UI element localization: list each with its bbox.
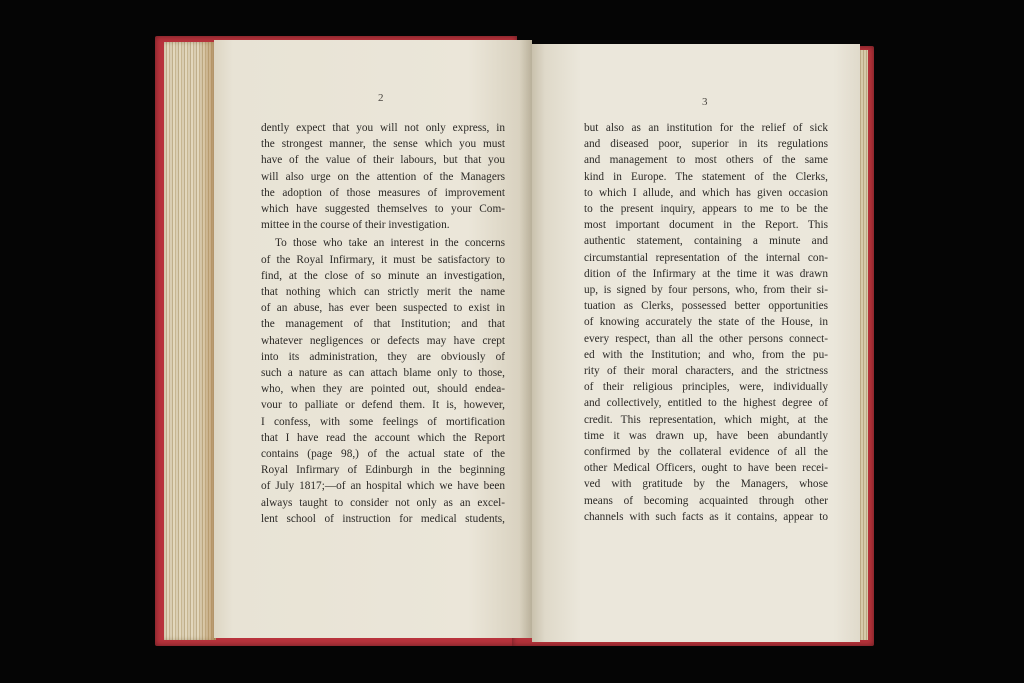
text-line: to the present inquiry, appears to me to be the [584,203,828,216]
left-page-text [261,120,505,527]
text-line: kind in Europe. The statement of the Clerks, [584,170,828,183]
text-line: and management to most others of the same [584,154,828,167]
text-line: means of becoming acquainted through other [584,494,828,507]
text-line: tuation as Clerks, possessed better opportunities [584,300,828,313]
left-page [214,40,532,638]
text-line: credit. This representation, which might, at the [584,413,828,426]
text-line: ved with gratitude by the Managers, whose [584,478,828,491]
text-line: of the Royal Infirmary, it must be satisfactory to [261,253,505,266]
text-line: I confess, with some feelings of mortification [261,415,505,428]
text-line: that nothing which can strictly merit the name [261,286,505,299]
right-page [532,44,860,642]
text-line: up, is signed by four persons, who, from their si- [584,284,828,297]
text-line: other Medical Officers, ought to have been recei- [584,462,828,475]
text-line: dition of the Infirmary at the time it was drawn [584,267,828,280]
text-line: confirmed by the collateral evidence of all the [584,446,828,459]
page-number-left: 2 [378,92,384,104]
text-line: always taught to consider not only as an excel- [261,496,505,509]
text-line: of knowing accurately the state of the House, in [584,316,828,329]
text-line: the management of that Institution; and that [261,318,505,331]
text-line: the adoption of those measures of improvement [261,186,505,199]
text-line: rity of their moral characters, and the strictness [584,365,828,378]
right-page-text [584,120,828,525]
text-line: dently expect that you will not only express, in [261,122,505,134]
text-line: of their religious principles, were, individually [584,381,828,394]
text-line: authentic statement, containing a minute and [584,235,828,248]
text-line: lent school of instruction for medical students, [261,512,505,525]
text-line: who, when they are pointed out, should endea- [261,383,505,396]
text-line: of July 1817;—of an hospital which we have been [261,480,505,493]
text-line: every respect, than all the other persons connect- [584,332,828,345]
text-line: the strongest manner, the sense which you must [261,138,505,151]
text-line: will also urge on the attention of the Managers [261,170,505,183]
text-line: and collectively, entitled to the highest degree of [584,397,828,410]
text-line: contains (page 98,) of the actual state of the [261,448,505,461]
text-line: Royal Infirmary of Edinburgh in the beginning [261,464,505,477]
text-line: which have suggested themselves to your Com- [261,203,505,216]
text-line: vour to palliate or defend them. It is, however, [261,399,505,412]
text-line: To those who take an interest in the concerns [275,237,505,250]
text-line: into its administration, they are obviously of [261,350,505,363]
text-line: mittee in the course of their investigation. [261,219,450,232]
page-edges-stack [164,42,216,640]
text-line: whatever negligences or defects may have crept [261,334,505,347]
text-line: have of the value of their labours, but that you [261,154,505,167]
text-line: and diseased poor, superior in its regulations [584,138,828,151]
text-line: find, at the close of so minute an investigation, [261,269,505,282]
text-line: channels with such facts as it contains, appear to [584,510,828,523]
text-line: such a nature as can attach blame only to those, [261,367,505,380]
text-line: circumstantial representation of the internal con- [584,251,828,264]
text-line: most important document in the Report. This [584,219,828,232]
text-line: time it was drawn up, have been abundantly [584,429,828,442]
text-line: that I have read the account which the Report [261,431,505,444]
text-line: ed with the Institution; and who, from the pu- [584,348,828,361]
text-line: but also as an institution for the relief of sick [584,122,828,134]
text-line: to which I allude, and which has given occasion [584,186,828,199]
page-number-right: 3 [702,96,708,108]
text-line: of an abuse, has ever been suspected to exist in [261,302,505,315]
